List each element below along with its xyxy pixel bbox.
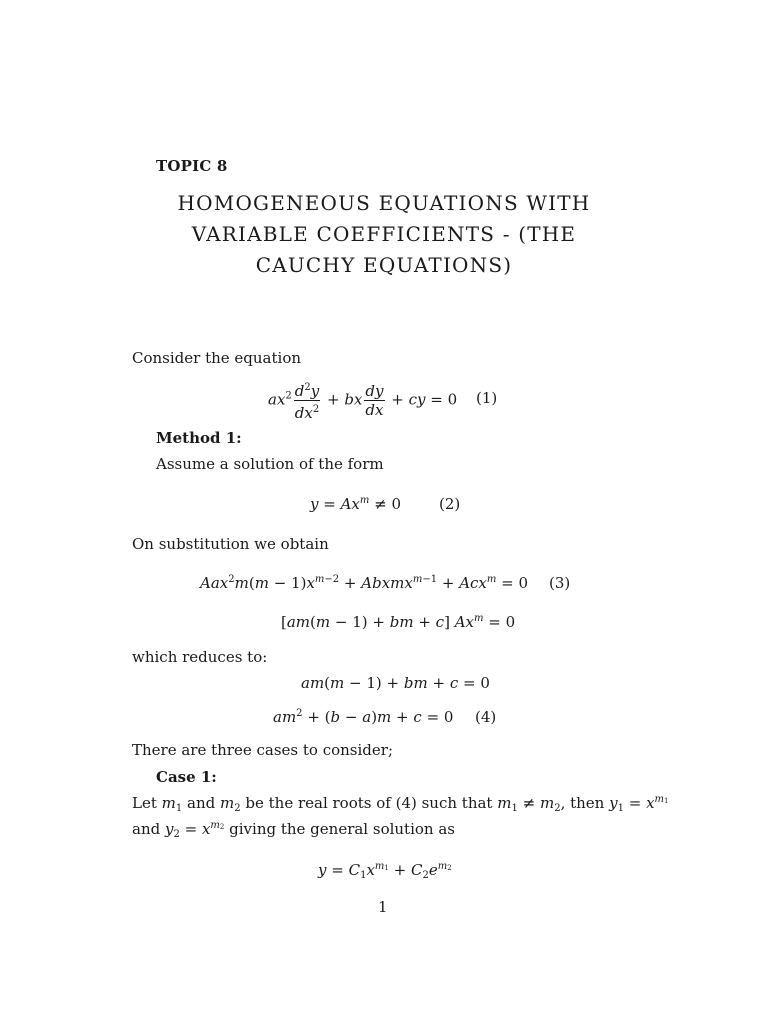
page-title-line-3: CAUCHY EQUATIONS) bbox=[255, 253, 513, 277]
equation-4-number: (4) bbox=[475, 708, 497, 726]
topic-label: TOPIC 8 bbox=[156, 157, 228, 175]
page-title-line-2: VARIABLE COEFFICIENTS - (THE bbox=[191, 222, 577, 246]
case-1-line-1: Let $m_1$ and $m_2$ be the real roots of (4) such that $m_1 \ne m_2$, then $y_1 = x^{m_1}$ bbox=[132, 794, 669, 814]
page-number: 1 bbox=[378, 898, 388, 916]
page-title-line-1: HOMOGENEOUS EQUATIONS WITH bbox=[177, 191, 591, 215]
equation-2: $y = Ax^m \ne 0$ bbox=[310, 495, 402, 513]
equation-2-number: (2) bbox=[439, 495, 461, 513]
intro-text: Consider the equation bbox=[132, 349, 302, 367]
equation-general-solution: $y = C_1x^{m_1} + C_2e^{m_2}$ bbox=[318, 861, 452, 881]
reduces-text: which reduces to: bbox=[132, 648, 268, 666]
equation-4: $am^2 + (b - a)m + c = 0$ bbox=[273, 708, 454, 726]
equation-1: $ax^2$ $\frac{d^2y}{dx^2}$ + bx $\frac{dy}{dx}$ + cy = 0 bbox=[268, 382, 458, 422]
equation-3-number: (3) bbox=[549, 574, 571, 592]
equation-characteristic: am(m − 1) + bm + c = 0 bbox=[301, 674, 490, 692]
assume-text: Assume a solution of the form bbox=[156, 455, 384, 473]
equation-3: $Aax^2m(m - 1)x^{m-2}$ + Abxmx$^{m-1}$ + Acx$^m$ = 0 bbox=[200, 574, 529, 592]
three-cases-text: There are three cases to consider; bbox=[132, 741, 393, 759]
case-1-line-2: and $y_2 = x^{m_2}$ giving the general solution as bbox=[132, 820, 455, 840]
case-1-heading: Case 1: bbox=[156, 768, 217, 786]
equation-bracketed: [am(m − 1) + bm + c] $Ax^m = 0$ bbox=[281, 613, 516, 631]
equation-1-number: (1) bbox=[476, 389, 498, 407]
substitution-text: On substitution we obtain bbox=[132, 535, 329, 553]
method-1-heading: Method 1: bbox=[156, 429, 242, 447]
